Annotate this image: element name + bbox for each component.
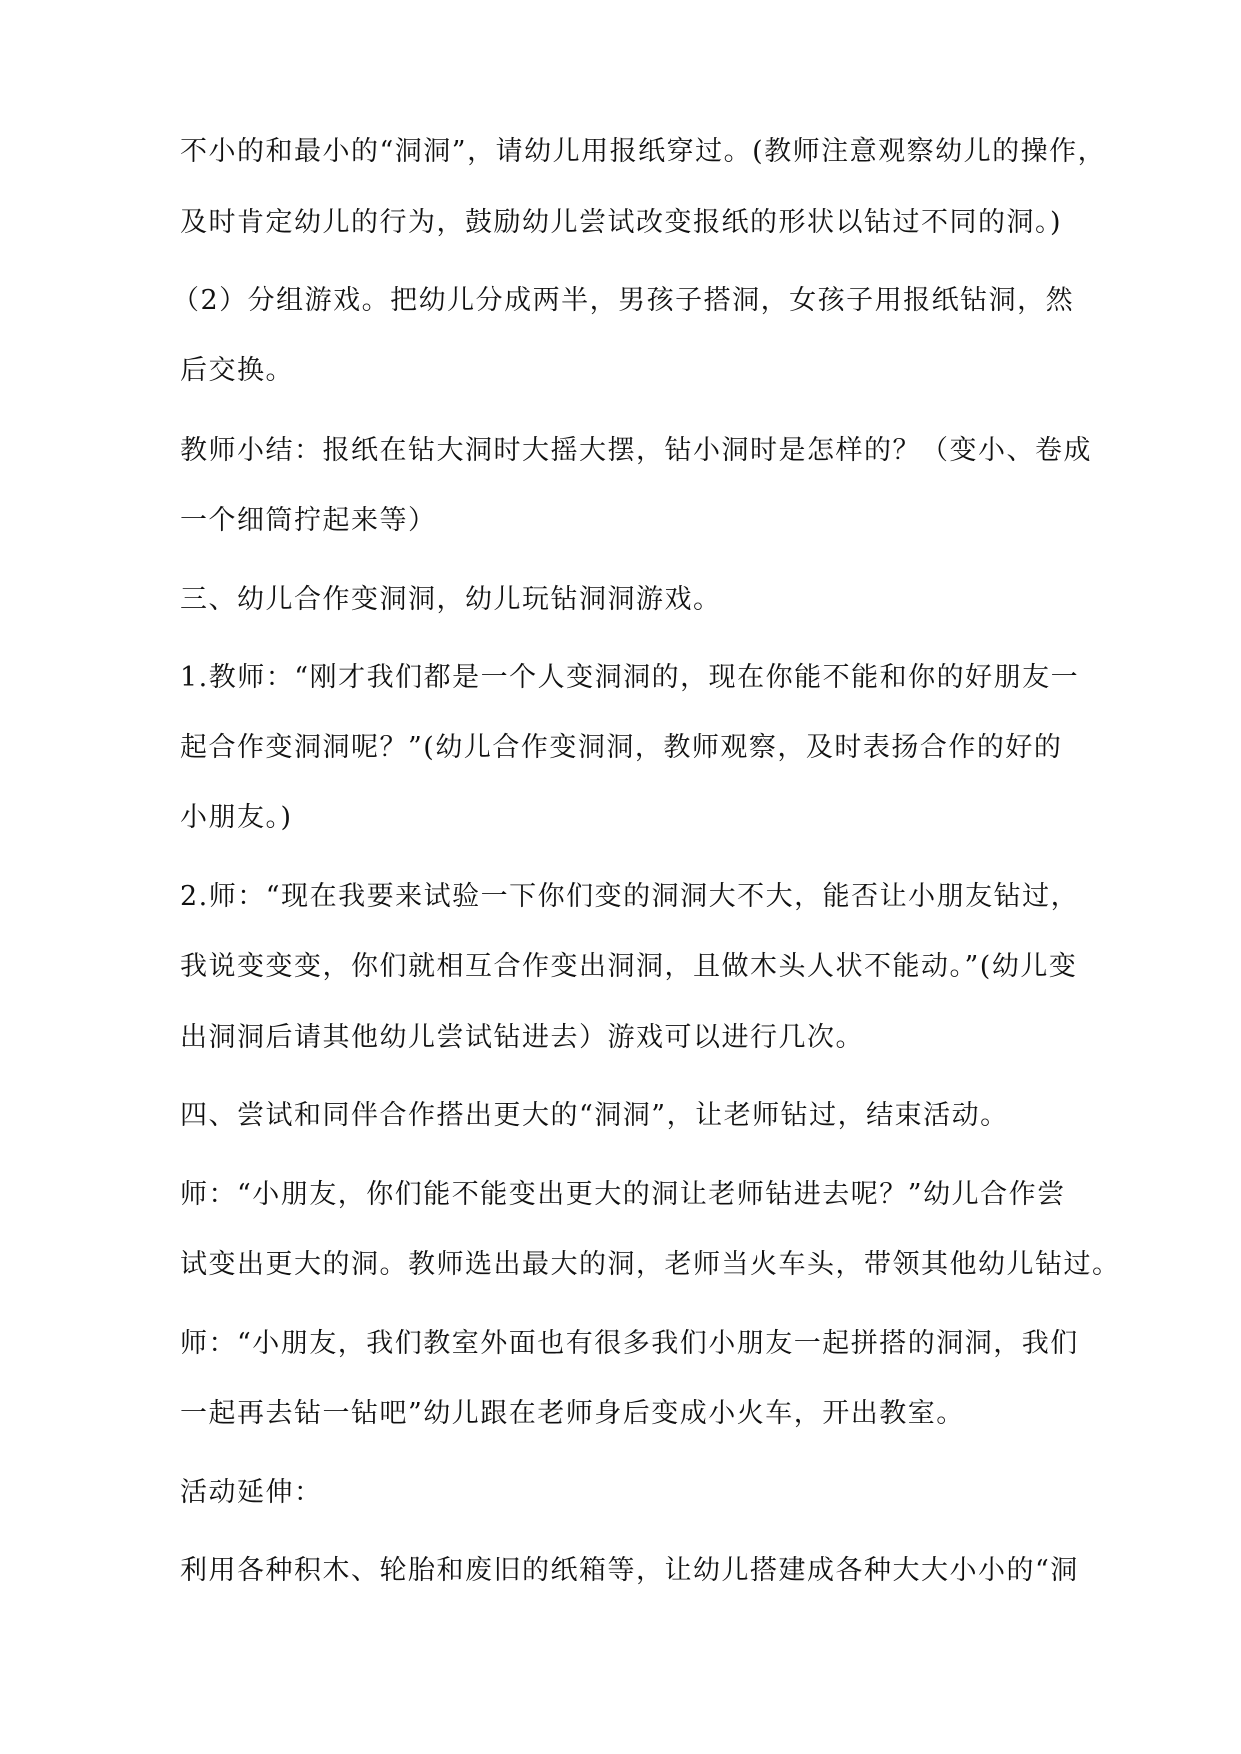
text-line-1: 不小的和最小的“洞洞”，请幼儿用报纸穿过。(教师注意观察幼儿的操作，	[180, 136, 1107, 167]
text-line-17: 师：“小朋友，我们教室外面也有很多我们小朋友一起拼搭的洞洞，我们	[180, 1328, 1079, 1359]
text-line-8: 1.教师：“刚才我们都是一个人变洞洞的，现在你能不能和你的好朋友一	[180, 662, 1080, 693]
text-line-2: 及时肯定幼儿的行为，鼓励幼儿尝试改变报纸的形状以钻过不同的洞。)	[180, 207, 1063, 238]
text-line-16: 试变出更大的洞。教师选出最大的洞，老师当火车头，带领其他幼儿钻过。	[180, 1249, 1121, 1280]
text-line-18: 一起再去钻一钻吧”幼儿跟在老师身后变成小火车，开出教室。	[180, 1398, 965, 1429]
text-line-14: 四、尝试和同伴合作搭出更大的“洞洞”，让老师钻过，结束活动。	[180, 1100, 1009, 1131]
text-line-13: 出洞洞后请其他幼儿尝试钻进去）游戏可以进行几次。	[180, 1022, 864, 1053]
text-line-6: 一个细筒拧起来等）	[180, 505, 437, 536]
text-line-4: 后交换。	[180, 355, 294, 386]
text-line-12: 我说变变变，你们就相互合作变出洞洞，且做木头人状不能动。”(幼儿变	[180, 951, 1078, 982]
text-line-15: 师：“小朋友，你们能不能变出更大的洞让老师钻进去呢？”幼儿合作尝	[180, 1179, 1066, 1210]
text-line-7: 三、幼儿合作变洞洞，幼儿玩钻洞洞游戏。	[180, 584, 722, 615]
text-line-5: 教师小结：报纸在钻大洞时大摇大摆，钻小洞时是怎样的？（变小、卷成	[180, 435, 1092, 466]
text-line-9: 起合作变洞洞呢？”(幼儿合作变洞洞，教师观察，及时表扬合作的好的	[180, 732, 1063, 763]
text-line-19: 活动延伸：	[180, 1477, 323, 1508]
text-line-11: 2.师：“现在我要来试验一下你们变的洞洞大不大，能否让小朋友钻过，	[180, 881, 1080, 912]
text-line-3: （2）分组游戏。把幼儿分成两半，男孩子搭洞，女孩子用报纸钻洞，然	[172, 285, 1075, 316]
text-line-10: 小朋友。)	[180, 802, 293, 833]
text-line-20: 利用各种积木、轮胎和废旧的纸箱等，让幼儿搭建成各种大大小小的“洞	[180, 1555, 1079, 1586]
